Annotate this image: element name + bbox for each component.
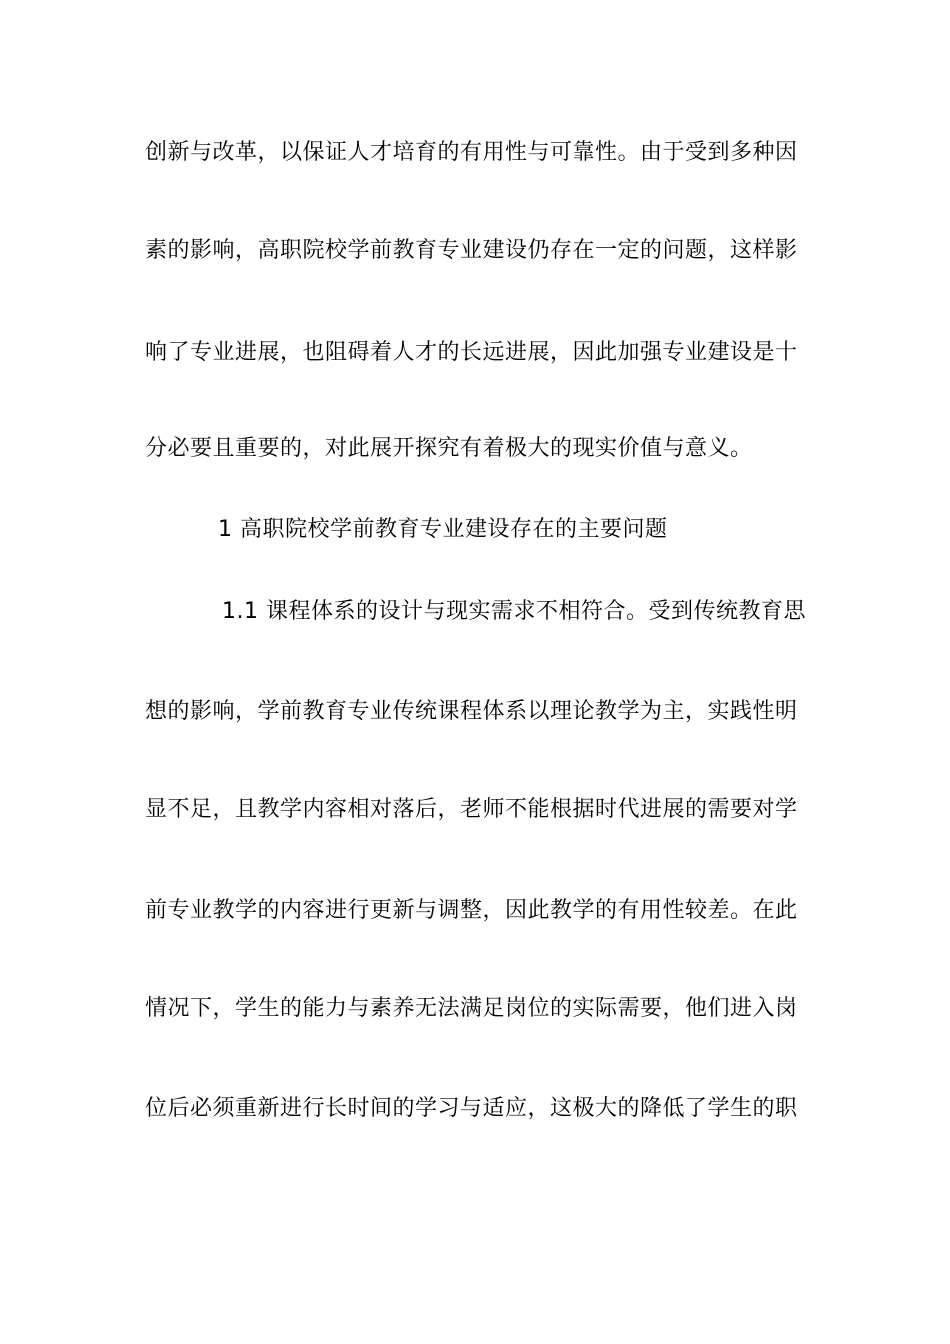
- subsection-line: 1.1 课程体系的设计与现实需求不相符合。受到传统教育思: [222, 599, 806, 624]
- paragraph-line: 显不足，且教学内容相对落后，老师不能根据时代进展的需要对学: [145, 797, 798, 822]
- paragraph-line: 想的影响，学前教育专业传统课程体系以理论教学为主，实践性明: [145, 699, 798, 724]
- paragraph-line: 情况下，学生的能力与素养无法满足岗位的实际需要，他们进入岗: [145, 996, 798, 1021]
- paragraph-line: 素的影响，高职院校学前教育专业建设仍存在一定的问题，这样影: [145, 238, 798, 263]
- section-heading: 1 高职院校学前教育专业建设存在的主要问题: [218, 517, 668, 542]
- paragraph-line: 分必要且重要的，对此展开探究有着极大的现实价值与意义。: [145, 436, 753, 461]
- paragraph-line: 位后必须重新进行长时间的学习与适应，这极大的降低了学生的职: [145, 1096, 798, 1121]
- paragraph-line: 响了专业进展，也阻碍着人才的长远进展，因此加强专业建设是十: [145, 340, 798, 365]
- paragraph-line: 创新与改革，以保证人才培育的有用性与可靠性。由于受到多种因: [145, 140, 798, 165]
- paragraph-line: 前专业教学的内容进行更新与调整，因此教学的有用性较差。在此: [145, 898, 798, 923]
